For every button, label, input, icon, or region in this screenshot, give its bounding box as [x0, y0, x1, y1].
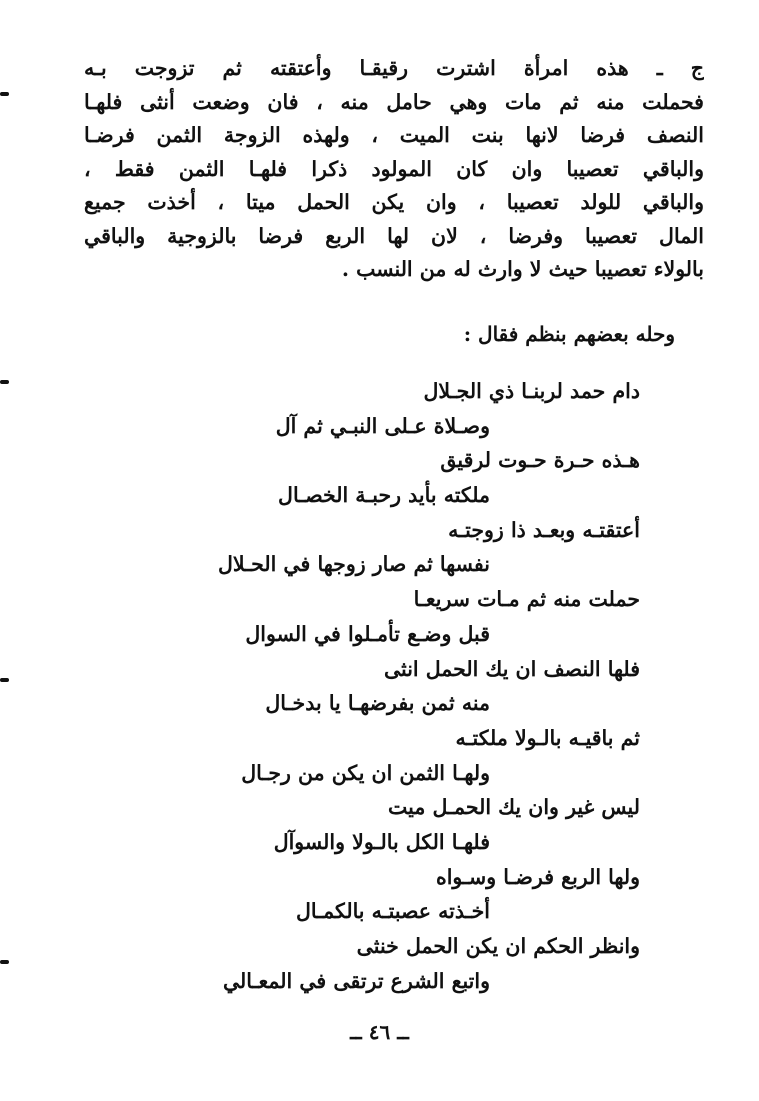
- verse-first-hemistich: هـذه حـرة حـوت لرقيق: [440, 448, 640, 473]
- poem-intro: وحله بعضهم بنظم فقال :: [463, 322, 675, 346]
- verse-second-hemistich: أخـذته عصبتـه بالكمـال: [296, 899, 490, 924]
- verse-second-hemistich: نفسها ثم صار زوجها في الحـلال: [217, 552, 490, 577]
- verse-first-hemistich: ولها الربع فرضـا وسـواه: [436, 864, 640, 889]
- scan-edge-mark: [0, 380, 9, 384]
- scan-edge-mark: [0, 92, 9, 96]
- verse-first-hemistich: فلها النصف ان يك الحمل انثى: [383, 656, 640, 681]
- verse-first-hemistich: دام حمد لربنـا ذي الجـلال: [423, 379, 640, 403]
- scan-edge-mark: [0, 960, 9, 964]
- verse-first-hemistich: حملت منه ثم مـات سريعـا: [413, 587, 640, 612]
- verse-first-hemistich: ثم باقيـه بالـولا ملكتـه: [455, 725, 640, 750]
- verse-second-hemistich: منه ثمن بفرضهـا يا بدخـال: [265, 691, 490, 716]
- paragraph-line: والباقي للولد تعصيبا ، وان يكن الحمل ميتا ، أخذت جميع: [84, 190, 704, 214]
- verse-second-hemistich: فلهـا الكل بالـولا والسوآل: [273, 829, 490, 854]
- verse-second-hemistich: وصـلاة عـلى النبـي ثم آل: [275, 413, 490, 438]
- verse-second-hemistich: قبل وضـع تأمـلوا في السوال: [245, 621, 490, 646]
- verse-first-hemistich: أعتقتـه وبعـد ذا زوجتـه: [448, 517, 640, 542]
- paragraph-line: النصف فرضا لانها بنت الميت ، ولهذه الزوجة الثمن فرضـا: [84, 123, 704, 147]
- poem: [120, 374, 640, 998]
- scan-edge-mark: [0, 678, 9, 682]
- verse-second-hemistich: ولهـا الثمن ان يكن من رجـال: [241, 760, 490, 785]
- verse-first-hemistich: ليس غير وان يك الحمـل ميت: [388, 795, 640, 820]
- page-number: ــ ٤٦ ــ: [350, 1020, 409, 1044]
- verse-second-hemistich: ملكته بأيد رحبـة الخصـال: [278, 483, 490, 508]
- paragraph-line: فحملت منه ثم مات وهي حامل منه ، فان وضعت أنثى فلهـا: [84, 89, 704, 114]
- answer-paragraph: [84, 52, 704, 287]
- paragraph-line: المال تعصيبا وفرضا ، لان لها الربع فرضا بالزوجية والباقي: [84, 223, 704, 248]
- verse-second-hemistich: واتبع الشرع ترتقى في المعـالي: [222, 968, 490, 993]
- paragraph-line: بالولاء تعصيبا حيث لا وارث له من النسب .: [341, 257, 704, 281]
- paragraph-line: والباقي تعصيبا وان كان المولود ذكرا فلهـا الثمن فقط ،: [84, 156, 704, 181]
- paragraph-line: ج ـ هذه امرأة اشترت رقيقـا وأعتقته ثم تزوجت بـه: [84, 56, 704, 80]
- verse-first-hemistich: وانظر الحكم ان يكن الحمل خنثى: [356, 934, 640, 958]
